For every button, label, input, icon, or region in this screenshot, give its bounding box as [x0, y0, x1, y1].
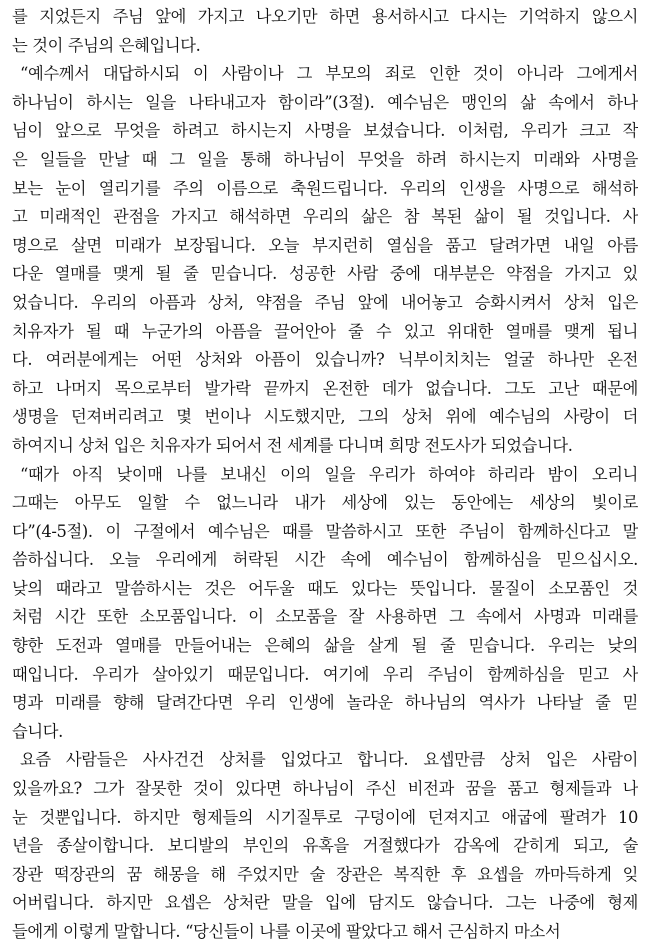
text-line: 눈 것뿐입니다. 하지만 형제들의 시기질투로 구덩이에 던져지고 애굽에 팔려가 10	[12, 807, 638, 827]
text-line: 님이 앞으로 무엇을 하려고 하시는지 사명을 보셨습니다. 이처럼, 우리가 크고 작	[12, 121, 638, 141]
text-line: “때가 아직 낮이매 나를 보내신 이의 일을 우리가 하여야 하리라 밤이 오리니	[20, 464, 638, 484]
text-line: 하여지니 상처 입은 치유자가 되어서 전 세계를 다니며 희망 전도사가 되었습니다.	[12, 435, 573, 455]
text-line: 를 지었든지 주님 앞에 가지고 나오기만 하면 용서하시고 다시는 기억하지 않으시	[12, 7, 638, 26]
text-line: 처럼 시간 또한 소모품입니다. 이 소모품을 잘 사용하면 그 속에서 사명과 미래를	[12, 607, 638, 627]
text-line: 년을 종살이합니다. 보디발의 부인의 유혹을 거절했다가 감옥에 갇히게 되고, 술	[12, 836, 638, 856]
text-line: 었습니다. 우리의 아픔과 상처, 약점을 주님 앞에 내어놓고 승화시켜서 상처 입은	[12, 292, 638, 312]
text-line: 다. 여러분에게는 어떤 상처와 아픔이 있습니까? 닉부이치치는 얼굴 하나만 온전	[12, 350, 638, 370]
text-line: 고 미래적인 관점을 가지고 해석하면 우리의 삶은 참 복된 삶이 될 것입니다. 사	[12, 207, 638, 227]
text-line: 장관 떡장관의 꿈 해몽을 해 주었지만 술 장관은 복직한 후 요셉을 까마득하게 잊	[12, 864, 638, 884]
text-line: 다”(4-5절). 이 구절에서 예수님은 때를 말씀하시고 또한 주님이 함께하신다고 말	[12, 521, 638, 541]
text-line: 향한 도전과 열매를 만들어내는 은혜의 삶을 살게 될 줄 믿습니다. 우리는 낮의	[12, 636, 638, 656]
text-line: 명으로 살면 미래가 보장됩니다. 오늘 부지런히 열심을 품고 달려가면 내일 아름	[12, 235, 638, 255]
document-page	[12, 3, 638, 947]
text-line: “예수께서 대답하시되 이 사람이나 그 부모의 죄로 인한 것이 아니라 그에게서	[20, 64, 638, 84]
text-line: 명과 미래를 향해 달려간다면 우리 인생에 놀라운 하나님의 역사가 나타날 줄 믿	[12, 693, 638, 713]
text-line: 치유자가 될 때 누군가의 아픔을 끌어안아 줄 수 있고 위대한 열매를 맺게 됩니	[12, 321, 638, 341]
text-line: 들에게 이렇게 말합니다. “당신들이 나를 이곳에 팔았다고 해서 근심하지 마소서	[12, 922, 561, 941]
text-line: 그때는 아무도 일할 수 없느니라 내가 세상에 있는 동안에는 세상의 빛이로	[12, 493, 638, 513]
text-line: 다운 열매를 맺게 될 줄 믿습니다. 성공한 사람 중에 대부분은 약점을 가지고 있	[12, 264, 638, 284]
text-line: 하고 나머지 목으로부터 발가락 끝까지 온전한 데가 없습니다. 그도 고난 때문에	[12, 378, 638, 398]
text-line: 는 것이 주님의 은혜입니다.	[12, 35, 201, 55]
text-line: 씀하십니다. 오늘 우리에게 허락된 시간 속에 예수님이 함께하심을 믿으십시오.	[12, 550, 638, 570]
text-line: 습니다.	[12, 721, 63, 741]
text-line: 은 일들을 만날 때 그 일을 통해 하나님이 무엇을 하려 하시는지 미래와 사명을	[12, 149, 638, 169]
text-line: 낮의 때라고 말씀하시는 것은 어두울 때도 있다는 뜻입니다. 물질이 소모품인 것	[12, 578, 638, 598]
text-line: 어버립니다. 하지만 요셉은 상처란 말을 입에 담지도 않습니다. 그는 나중에 형제	[12, 893, 638, 913]
text-line: 있을까요? 그가 잘못한 것이 있다면 하나님이 주신 비전과 꿈을 품고 형제들과 나	[12, 779, 638, 799]
text-line: 생명을 던져버리려고 몇 번이나 시도했지만, 그의 상처 위에 예수님의 사랑이 더	[12, 407, 638, 427]
text-line: 하나님이 하시는 일을 나타내고자 함이라”(3절). 예수님은 맹인의 삶 속에서 하나	[12, 92, 638, 112]
text-line: 요즘 사람들은 사사건건 상처를 입었다고 합니다. 요셉만큼 상처 입은 사람이	[20, 750, 638, 770]
text-line: 보는 눈이 열리기를 주의 이름으로 축원드립니다. 우리의 인생을 사명으로 해석하	[12, 178, 638, 198]
text-line: 때입니다. 우리가 살아있기 때문입니다. 여기에 우리 주님이 함께하심을 믿고 사	[12, 664, 638, 684]
